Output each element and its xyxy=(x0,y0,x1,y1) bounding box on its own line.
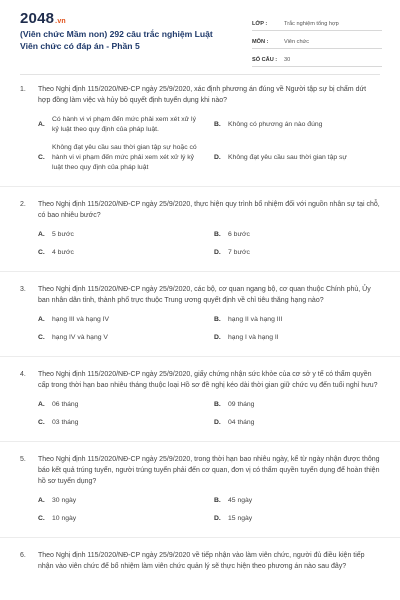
option-text: hạng IV và hạng V xyxy=(52,334,108,341)
site-logo[interactable] xyxy=(20,10,66,27)
answer-option[interactable] xyxy=(214,496,380,506)
answer-option[interactable] xyxy=(214,514,380,524)
option-letter: B. xyxy=(214,316,221,323)
question-number: 4. xyxy=(20,371,26,378)
question-number: 6. xyxy=(20,552,26,559)
question-divider xyxy=(0,537,400,538)
option-text: hạng III và hạng IV xyxy=(52,316,110,323)
option-text: Không có phương án nào đúng xyxy=(228,121,323,128)
question-item xyxy=(0,284,400,343)
answer-options xyxy=(38,115,380,173)
answer-option[interactable] xyxy=(214,230,380,240)
option-letter: C. xyxy=(38,515,45,522)
option-text: Không đạt yêu cầu sau thời gian tập sự xyxy=(228,154,347,161)
option-letter: C. xyxy=(38,249,45,256)
answer-option[interactable] xyxy=(38,496,204,506)
question-item xyxy=(0,199,400,258)
option-letter: D. xyxy=(214,154,221,161)
answer-option[interactable] xyxy=(214,248,380,258)
option-letter: B. xyxy=(214,231,221,238)
answer-option[interactable] xyxy=(214,400,380,410)
answer-option[interactable] xyxy=(214,115,380,135)
answer-options xyxy=(38,315,380,343)
question-text: Theo Nghị định 115/2020/NĐ-CP ngày 25/9/2020, các bộ, cơ quan ngang bộ, cơ quan thuộc Chính phủ, Ủy ban nhân dân tỉnh, thành phố trực thuộc Trung ương quyết định về chỉ tiêu thăng hạng nào? xyxy=(38,286,371,304)
answer-option[interactable] xyxy=(38,333,204,343)
document-title: (Viên chức Mầm non) 292 câu trắc nghiệm Luật Viên chức có đáp án - Phần 5 xyxy=(20,29,213,51)
option-text: 5 bước xyxy=(52,231,74,238)
option-text: 04 tháng xyxy=(228,419,255,426)
meta-count-value: 30 xyxy=(284,57,291,63)
question-number: 5. xyxy=(20,456,26,463)
answer-option[interactable] xyxy=(38,514,204,524)
answer-option[interactable] xyxy=(38,400,204,410)
question-text-row xyxy=(20,199,380,221)
answer-option[interactable] xyxy=(38,115,204,135)
document-meta xyxy=(252,14,382,68)
question-number: 2. xyxy=(20,201,26,208)
question-text-row xyxy=(20,369,380,391)
question-text-row xyxy=(20,84,380,106)
option-letter: C. xyxy=(38,419,45,426)
option-letter: D. xyxy=(214,334,221,341)
logo-domain: .vn xyxy=(55,18,66,25)
option-letter: A. xyxy=(38,316,45,323)
question-number: 3. xyxy=(20,286,26,293)
option-letter: D. xyxy=(214,419,221,426)
question-divider xyxy=(0,356,400,357)
option-text: 6 bước xyxy=(228,231,250,238)
question-text-row xyxy=(20,284,380,306)
option-letter: B. xyxy=(214,121,221,128)
meta-subject-value: Viên chức xyxy=(284,39,310,45)
meta-subject-row xyxy=(252,32,382,49)
option-letter: D. xyxy=(214,515,221,522)
option-text: 10 ngày xyxy=(52,515,77,522)
answer-option[interactable] xyxy=(38,248,204,258)
answer-option[interactable] xyxy=(38,143,204,173)
question-text-row xyxy=(20,550,380,572)
option-text: 30 ngày xyxy=(52,497,77,504)
answer-option[interactable] xyxy=(38,230,204,240)
question-divider xyxy=(0,271,400,272)
option-letter: C. xyxy=(38,154,45,161)
meta-count-label: SỐ CÂU : xyxy=(252,57,278,63)
option-letter: B. xyxy=(214,401,221,408)
option-text: 7 bước xyxy=(228,249,250,256)
answer-option[interactable] xyxy=(214,333,380,343)
option-letter: C. xyxy=(38,334,45,341)
document-header xyxy=(0,0,400,64)
option-letter: A. xyxy=(38,497,45,504)
question-text: Theo Nghị định 115/2020/NĐ-CP ngày 25/9/2020, thực hiện quy trình bổ nhiệm đối với nguồn nhân sự tại chỗ, có bao nhiêu bước? xyxy=(38,201,380,219)
option-letter: A. xyxy=(38,121,45,128)
answer-option[interactable] xyxy=(38,315,204,325)
question-divider xyxy=(0,186,400,187)
question-item xyxy=(0,454,400,524)
option-text: hạng I và hạng II xyxy=(228,334,279,341)
question-text: Theo Nghị định 115/2020/NĐ-CP ngày 25/9/2020 về tiếp nhận vào làm viên chức, người đủ điều kiện tiếp nhận vào viên chức để bổ nhiệm làm viên chức quản lý sẽ thực hiện theo phương án nào sau đây? xyxy=(38,552,365,570)
question-item xyxy=(0,550,400,572)
answer-options xyxy=(38,496,380,524)
question-item xyxy=(0,84,400,173)
option-text: Không đạt yêu cầu sau thời gian tập sự hoặc có hành vi vi phạm đến mức phải xem xét xử lý kỷ luật theo quy định của pháp luật xyxy=(52,144,197,171)
meta-class-label: LỚP : xyxy=(252,21,268,27)
answer-options xyxy=(38,400,380,428)
meta-subject-label: MÔN : xyxy=(252,39,269,45)
option-letter: A. xyxy=(38,231,45,238)
question-text: Theo Nghị định 115/2020/NĐ-CP ngày 25/9/2020, giấy chứng nhận sức khỏe của cơ sở y tế có thẩm quyền cấp trong thời hạn bao nhiêu tháng thuộc loại Hồ sơ đề nghị kéo dài thời gian giữ chức vụ đến tuổi nghỉ hưu? xyxy=(38,371,378,389)
meta-class-row xyxy=(252,14,382,31)
answer-option[interactable] xyxy=(38,418,204,428)
option-text: hạng II và hạng III xyxy=(228,316,283,323)
logo-number: 2048 xyxy=(20,10,55,27)
question-text: Theo Nghị định 115/2020/NĐ-CP ngày 25/9/2020, xác định phương án đúng về Người tập sự bị chấm dứt hợp đồng làm việc và hủy bỏ quyết định tuyển dụng khi nào? xyxy=(38,86,367,104)
question-list xyxy=(0,84,400,585)
question-text-row xyxy=(20,454,380,487)
option-text: 09 tháng xyxy=(228,401,255,408)
option-text: 06 tháng xyxy=(52,401,79,408)
option-text: 15 ngày xyxy=(228,515,253,522)
option-letter: D. xyxy=(214,249,221,256)
option-text: 45 ngày xyxy=(228,497,253,504)
answer-option[interactable] xyxy=(214,315,380,325)
option-letter: A. xyxy=(38,401,45,408)
option-text: 03 tháng xyxy=(52,419,79,426)
answer-option[interactable] xyxy=(214,143,380,173)
question-item xyxy=(0,369,400,428)
answer-option[interactable] xyxy=(214,418,380,428)
option-text: Có hành vi vi phạm đến mức phải xem xét xử lý kỷ luật theo quy định của pháp luật. xyxy=(52,116,196,133)
question-text: Theo Nghị định 115/2020/NĐ-CP ngày 25/9/2020, trong thời hạn bao nhiêu ngày, kể từ ngày nhận được thông báo kết quả trúng tuyển, người trúng tuyển phải đến cơ quan, đơn vị có thẩm quyền tuyển dụng để hoàn thiện hồ sơ tuyển dụng? xyxy=(38,456,380,485)
option-letter: B. xyxy=(214,497,221,504)
option-text: 4 bước xyxy=(52,249,74,256)
meta-class-value: Trắc nghiệm tổng hợp xyxy=(284,21,339,27)
question-divider xyxy=(0,441,400,442)
answer-options xyxy=(38,230,380,258)
question-number: 1. xyxy=(20,86,26,93)
header-divider xyxy=(20,74,380,75)
meta-count-row xyxy=(252,50,382,67)
